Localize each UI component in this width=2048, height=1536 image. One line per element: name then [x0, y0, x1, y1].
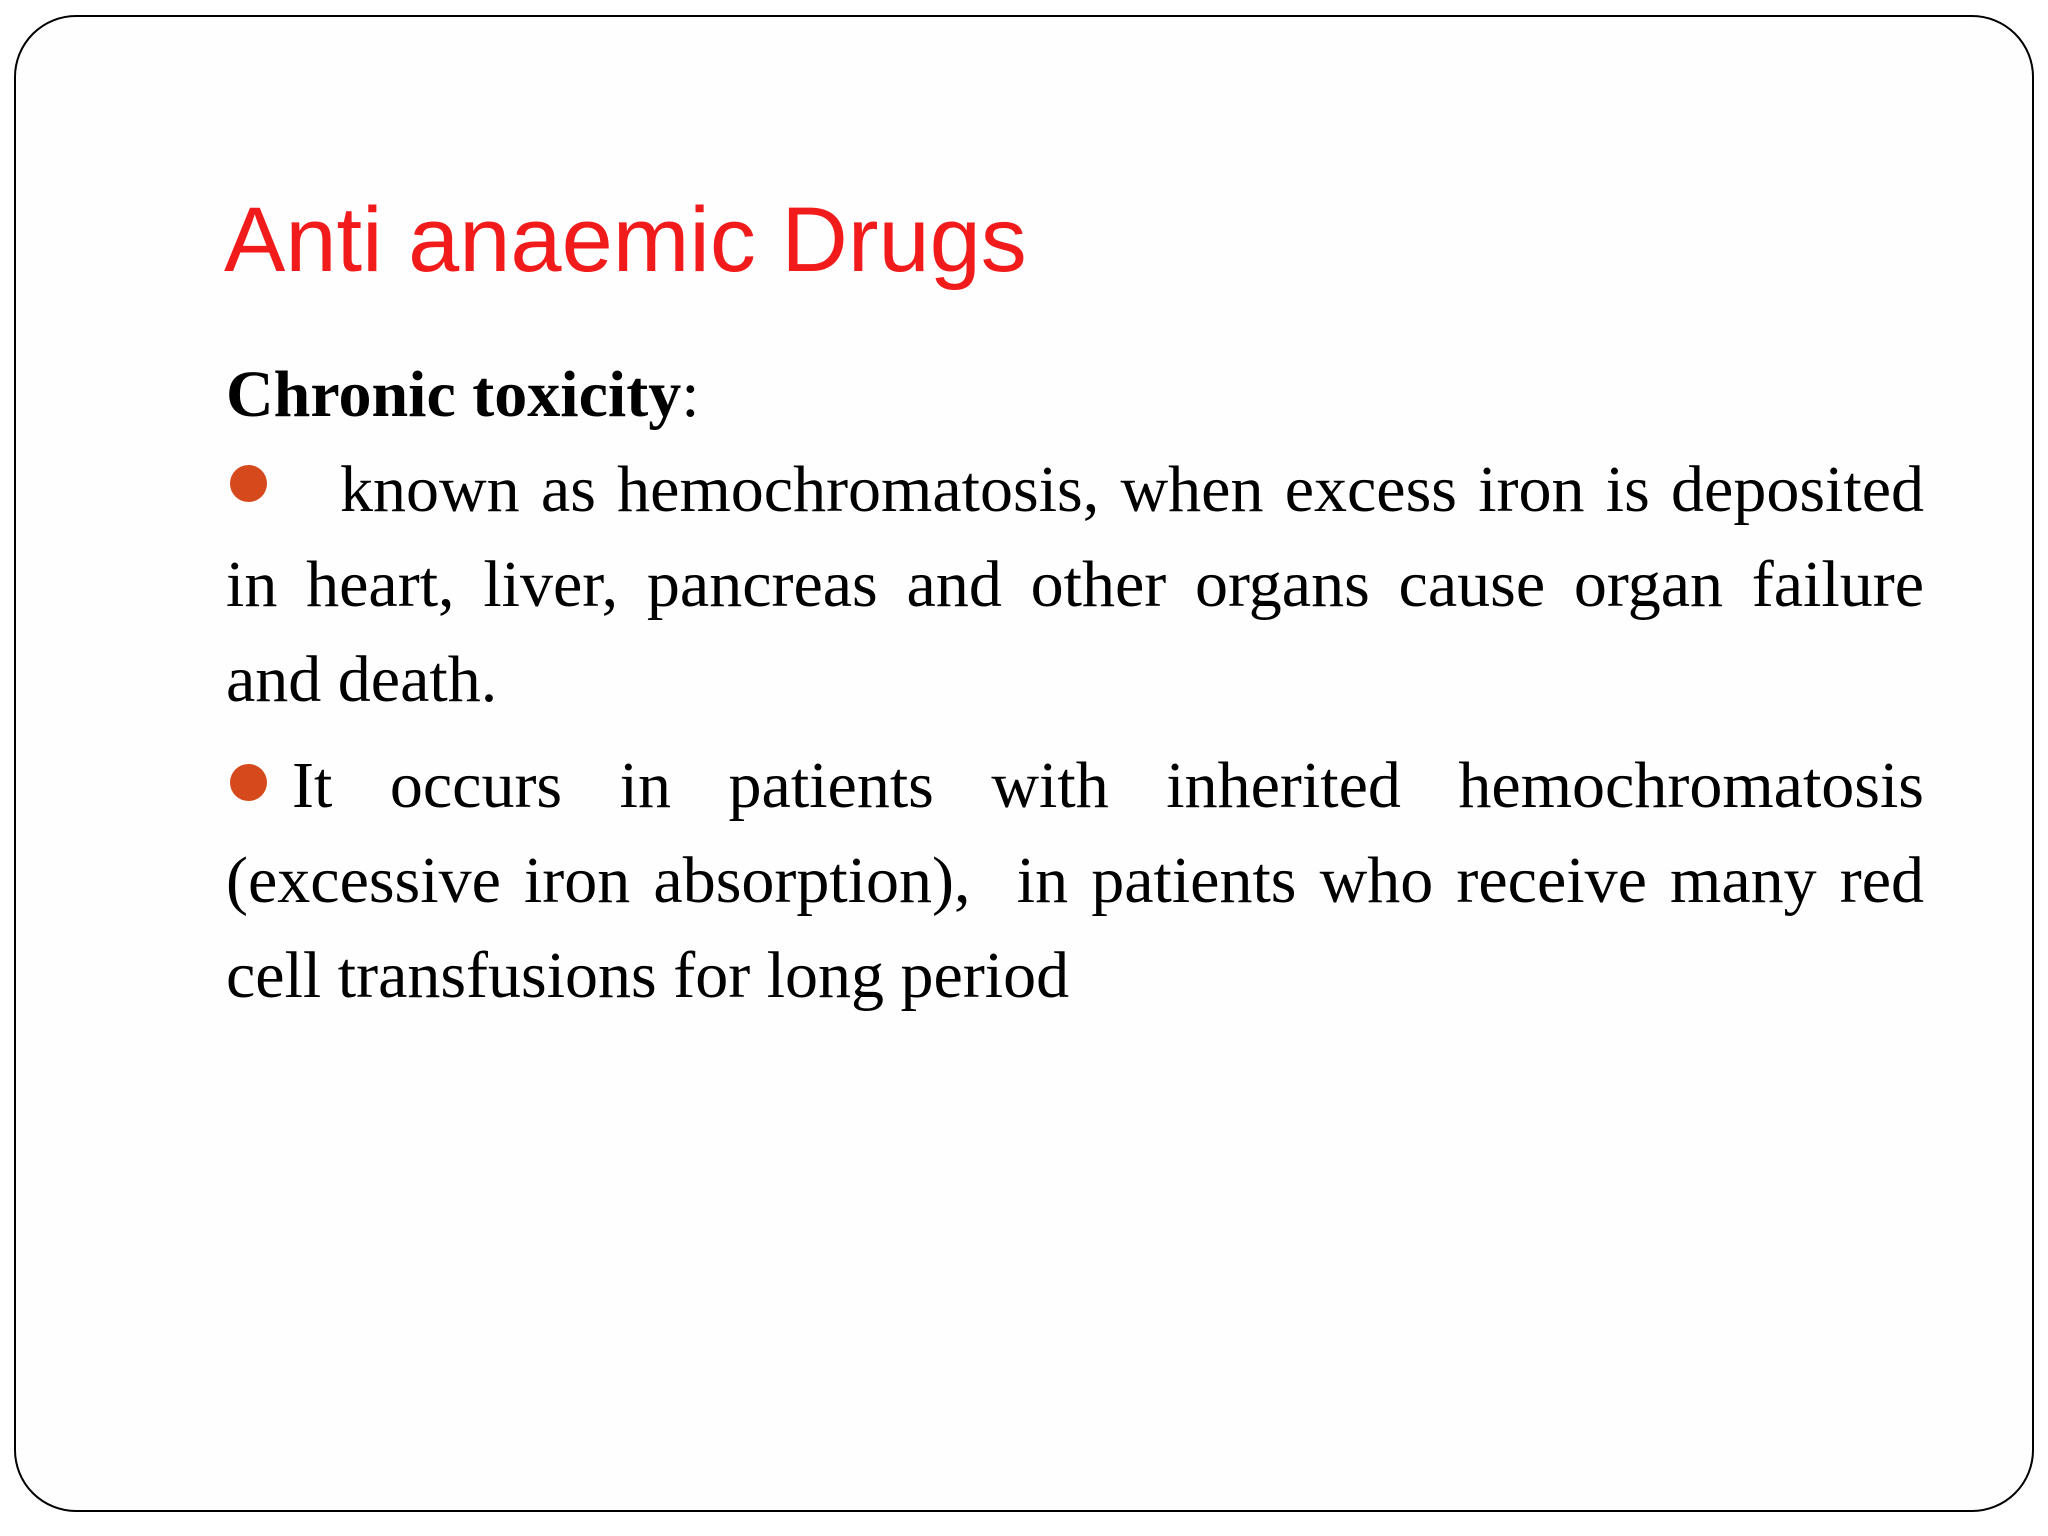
bullet-item-2-text-gap: [971, 844, 1017, 917]
bullet-circle-icon: [230, 465, 267, 502]
slide-title: Anti anaemic Drugs: [224, 189, 1027, 291]
bullet-item-1: [226, 442, 1924, 727]
section-heading-text: Chronic toxicity: [226, 358, 682, 431]
bullet-item-2: [226, 738, 1924, 1023]
slide-body: [226, 347, 1924, 1023]
section-heading-colon: :: [681, 358, 700, 431]
section-heading: [226, 347, 1924, 442]
bullet-item-2-text-end: in patients who receive many red cell transfusions for long period: [226, 844, 1924, 1012]
bullet-circle-icon: [230, 764, 267, 801]
bullet-item-2-text-start: It occurs in patients with inherited hemochromatosis (excessive iron absorption),: [226, 749, 1924, 917]
bullet-item-1-text: known as hemochromatosis, when excess iron is deposited in heart, liver, pancreas and other organs cause organ failure and death.: [226, 453, 1924, 716]
